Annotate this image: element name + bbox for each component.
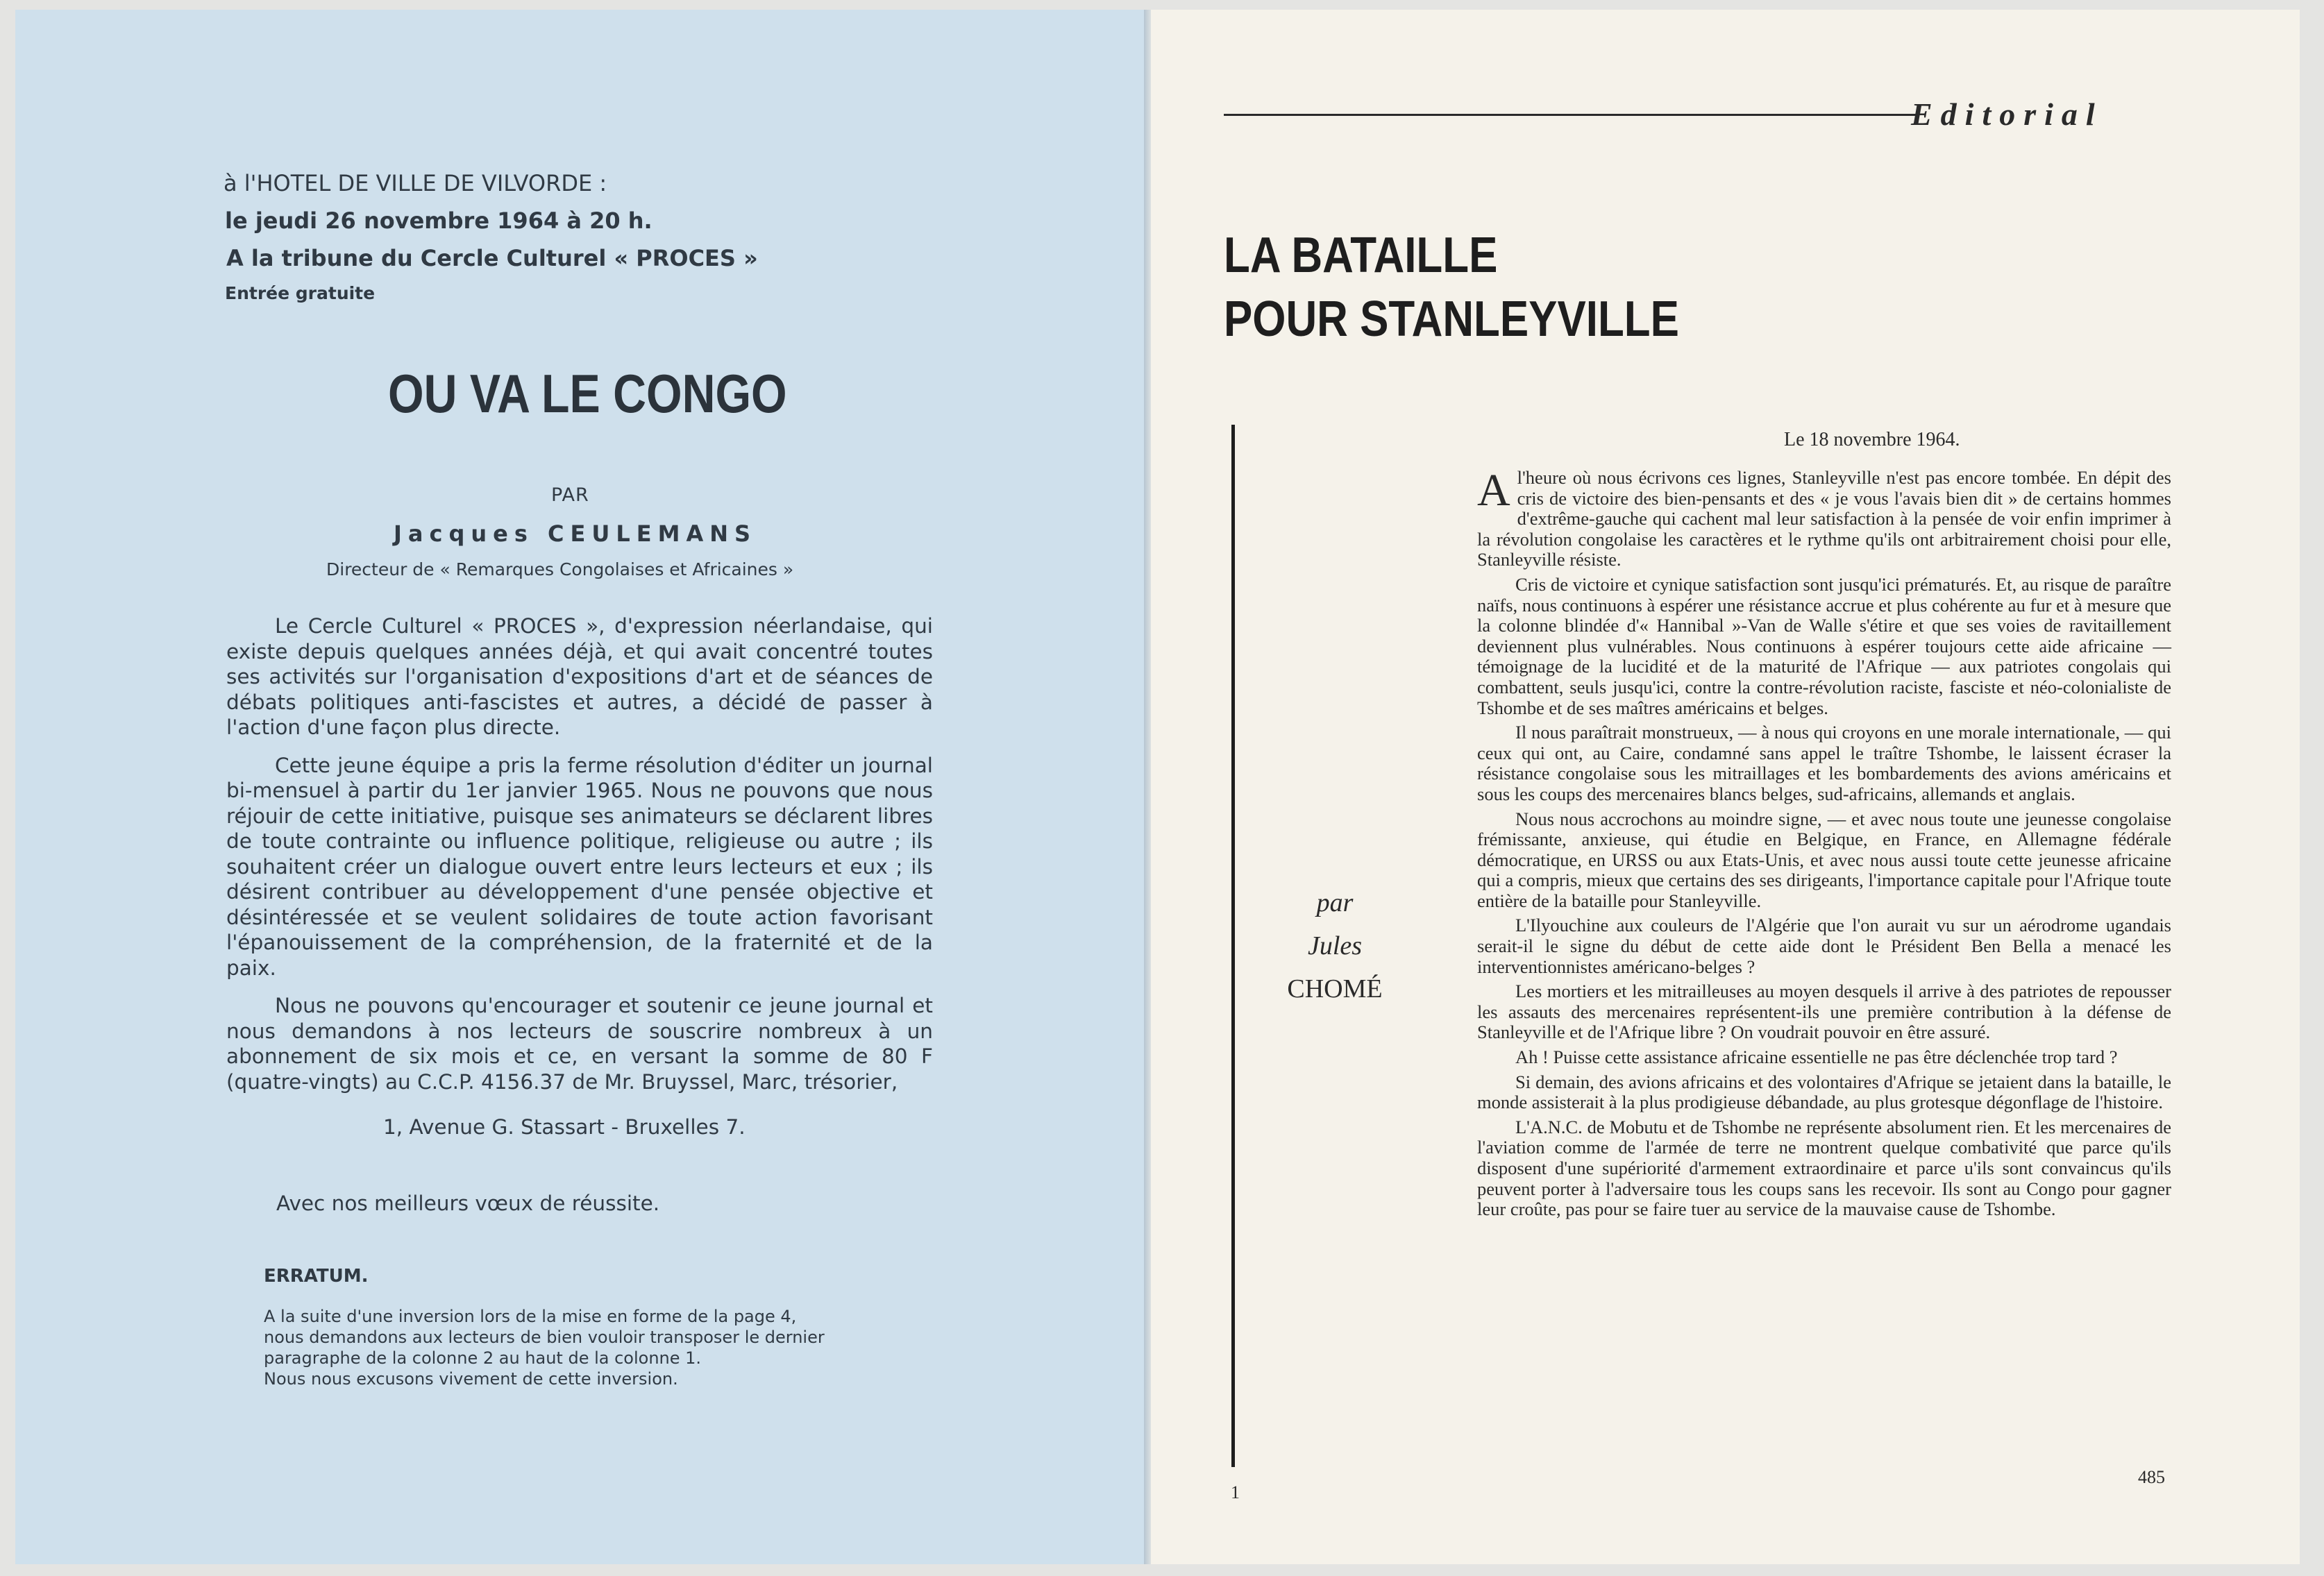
article-body (1477, 465, 2171, 1224)
erratum-line: Nous nous excusons vivement de cette inversion. (264, 1369, 678, 1389)
byline (1252, 888, 1418, 1004)
announcement-paragraph: Le Cercle Culturel « PROCES », d'expression néerlandaise, qui existe depuis quelques années déjà, et qui avait concentré toutes ses activités sur l'organisation d'expositions d'art et de séances de débats politiques anti-fascistes et autres, a décidé de passer à l'action d'une façon plus directe. (226, 614, 933, 739)
left-page (15, 10, 1154, 1564)
location-line: à l'HOTEL DE VILLE DE VILVORDE : (224, 170, 607, 196)
article-paragraph: Al'heure où nous écrivons ces lignes, Stanleyville n'est pas encore tombée. En dépit des cris de victoire des bien-pensants et des « je vous l'avais bien dit » de certains hommes d'extrême-gauche qui cachent mal leur satisfaction à la pensée de voir enfin imprimer à la révolution congolaise les caractères et le rythme qu'ils ont arbitrairement choisi pour elle, Stanleyville résiste. (1477, 465, 2171, 570)
article-paragraph: L'Ilyouchine aux couleurs de l'Algérie que l'on aurait vu sur un aérodrome ugandais serait-il le signe du début de cette aide dont le Président Ben Bella a menacé les interventionnistes américano-belges ? (1477, 915, 2171, 977)
article-paragraph: Il nous paraîtrait monstrueux, — à nous qui croyons en une morale internationale, — qui ceux qui ont, au Caire, condamné sans appel le traître Tshombe, le laissent écraser la résistance congolaise sous les mitraillages et les bombardements des avions américains et sous les coups des mercenaires blancs belges, sud-africains, allemands et anglais. (1477, 722, 2171, 804)
article-paragraph: L'A.N.C. de Mobutu et de Tshombe ne représente absolument rien. Et les mercenaires de l'aviation comme de l'armée de terre ne montrent quelque combativité que parce qu'ils disposent d'une supériorité d'armement extraordinaire et parce u'ils sont convaincus qu'ils peuvent porter à l'adversaire tous les coups sans les recevoir. Ils sont au Congo pour gagner leur croûte, pas pour se faire tuer au service de la mauvaise cause de Tshombe. (1477, 1116, 2171, 1220)
date-line: le jeudi 26 novembre 1964 à 20 h. (225, 207, 652, 234)
margin-rule (1231, 425, 1235, 1467)
section-label: Editorial (1911, 96, 2103, 132)
tribune-line: A la tribune du Cercle Culturel « PROCES » (226, 245, 758, 271)
erratum-title: ERRATUM. (264, 1266, 369, 1287)
closing-line: Avec nos meilleurs vœux de réussite. (276, 1192, 660, 1215)
article-paragraph: Si demain, des avions africains et des volontaires d'Afrique se jetaient dans la bataille, le monde assisterait à la plus prodigieuse débandade, au plus grotesque dégonflage de l'histoire. (1477, 1071, 2171, 1113)
article-title-line-2: POUR STANLEYVILLE (1224, 291, 1679, 347)
article-title-line-1: LA BATAILLE (1224, 228, 1498, 283)
announcement-body (226, 613, 933, 1107)
erratum-line: paragraphe de la colonne 2 au haut de la colonne 1. (264, 1348, 702, 1368)
article-paragraph: Nous nous accrochons au moindre signe, — et avec nous toute une jeunesse congolaise frémissante, anxieuse, qui étudie en Belgique, en France, en Allemagne fédérale démocratique, en URSS ou aux Etats-Unis, et avec nous aussi toute cette jeunesse africaine qui a compris, mieux que certains des ses dirigeants, l'importance capitale pour l'Afrique toute entière de la bataille pour Stanleyville. (1477, 808, 2171, 911)
article-paragraph: Les mortiers et les mitrailleuses au moyen desquels il arrive à des patriotes de repousser les assauts des mercenaires représentent-ils une première contribution à la défense de Stanleyville et de l'Afrique libre ? On voudrait pouvoir en être assuré. (1477, 981, 2171, 1043)
erratum-body (264, 1306, 825, 1389)
drop-cap: A (1477, 465, 1510, 516)
page-number-right: 485 (2138, 1467, 2165, 1487)
address: 1, Avenue G. Stassart - Bruxelles 7. (383, 1115, 746, 1139)
event-title: OU VA LE CONGO (388, 363, 787, 424)
byline-par: par (1316, 888, 1354, 917)
article-paragraph: Ah ! Puisse cette assistance africaine essentielle ne pas être déclenchée trop tard ? (1515, 1047, 2118, 1068)
erratum-line: nous demandons aux lecteurs de bien vouloir transposer le dernier (264, 1328, 825, 1347)
speaker-name: Jacques CEULEMANS (394, 520, 757, 547)
announcement-paragraph: Cette jeune équipe a pris la ferme résolution d'éditer un journal bi-mensuel à partir du 1er janvier 1965. Nous ne pouvons que nous réjouir de cette initiative, puisque ses animateurs se déclarent libres de toute contrainte ou influence politique, religieuse ou autre ; ils souhaitent créer un dialogue ouvert entre leurs lecteurs et eux ; ils désirent contribuer au développement d'une pensée objective et désintéressée et se veulent solidaires de toute action favorisant l'épanouissement de la compréhension, de la fraternité et de la paix. (226, 753, 933, 980)
par-label: PAR (551, 484, 589, 506)
right-page (1151, 10, 2300, 1564)
page-number-left: 1 (1231, 1482, 1240, 1502)
erratum-line: A la suite d'une inversion lors de la mise en forme de la page 4, (264, 1307, 797, 1326)
article-paragraph: Cris de victoire et cynique satisfaction sont jusqu'ici prématurés. Et, au risque de paraître naïfs, nous continuons à espérer une résistance accrue et plus cohérente au fur et à mesure que la colonne blindée d'« Hannibal »-Van de Walle s'étire et que ses voies de ravitaillement deviennent plus vulnérables. Nous continuons à espérer toujours cette aide africaine — témoignage de la lucidité et de la maturité de l'Afrique — aux patriotes congolais qui combattent, seuls jusqu'ici, contre la contre-révolution raciste, fasciste et néo-colonialiste de Tshombe et de ses maîtres américains et belges. (1477, 573, 2171, 718)
speaker-role: Directeur de « Remarques Congolaises et Africaines » (326, 559, 794, 579)
announcement-paragraph: Nous ne pouvons qu'encourager et soutenir ce jeune journal et nous demandons à nos lecteurs de souscrire nombreux à un abonnement de six mois et ce, en versant la somme de 80 F (quatre-vingts) au C.C.P. 4156.37 de Mr. Bruyssel, Marc, trésorier, (226, 994, 933, 1094)
byline-last-name: CHOMÉ (1287, 974, 1383, 1003)
byline-first-name: Jules (1307, 931, 1363, 960)
dateline: Le 18 novembre 1964. (1784, 429, 1960, 450)
entry-line: Entrée gratuite (225, 283, 376, 303)
header-rule (1224, 114, 1918, 116)
